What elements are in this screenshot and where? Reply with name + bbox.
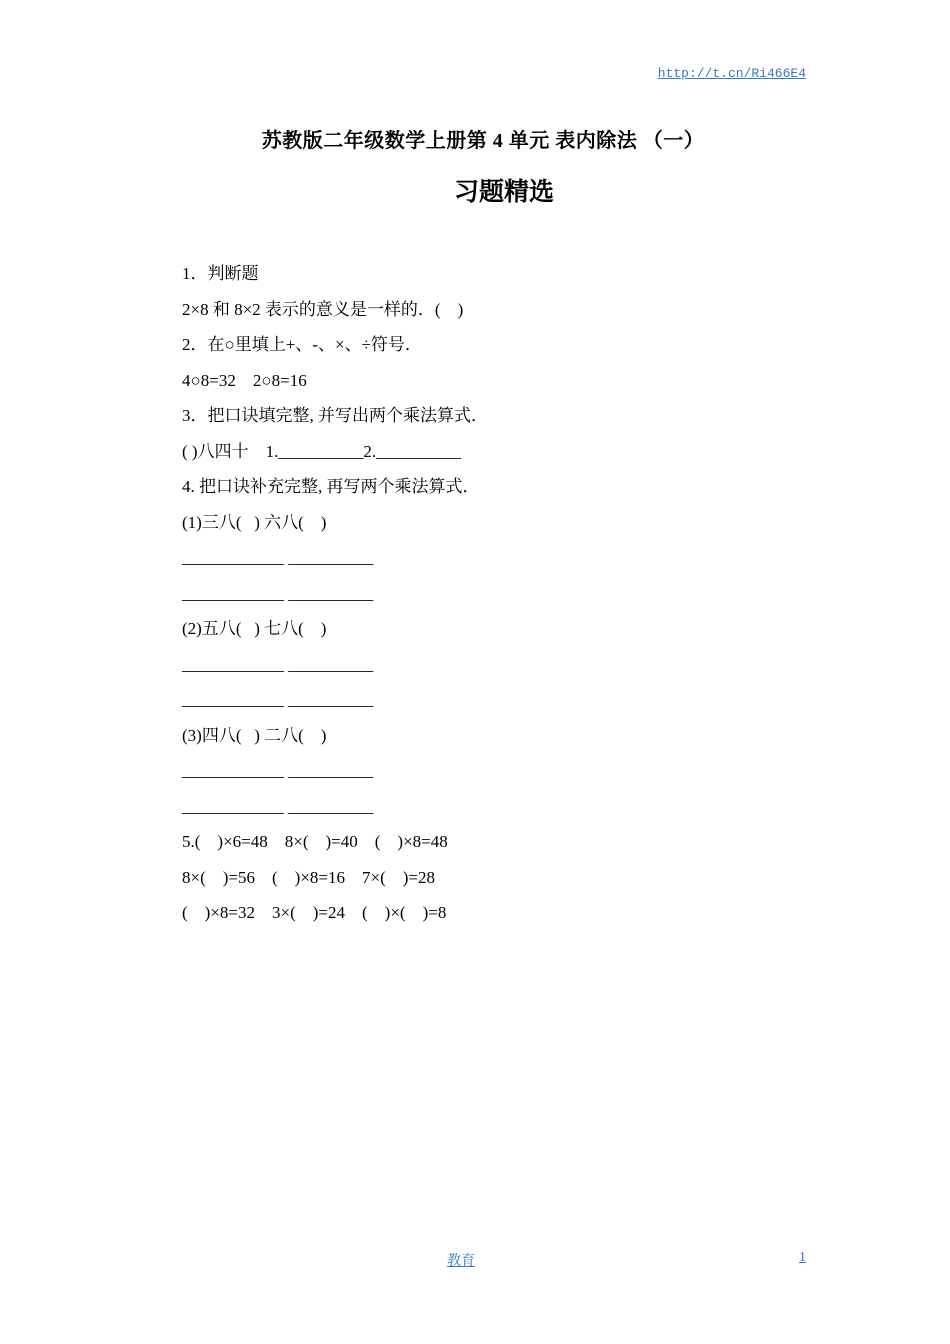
question-4-part-3: (3)四八( ) 二八( ) [182, 725, 327, 745]
answer-blank-line: ____________ __________ [182, 654, 374, 674]
header-link[interactable]: http://t.cn/Ri466E4 [657, 66, 806, 81]
document-title: 苏教版二年级数学上册第 4 单元 表内除法 （一） [261, 130, 705, 152]
exercise-content [182, 260, 822, 935]
document-subtitle: 习题精选 [453, 179, 554, 206]
footer-link[interactable]: 教育 [447, 1254, 475, 1269]
question-5-row-3: ( )×8=32 3×( )=24 ( )×( )=8 [182, 903, 447, 922]
answer-blank-line: ____________ __________ [182, 583, 374, 603]
question-1-heading: 1．判断题 [182, 264, 259, 283]
question-3-items: ( )八四十 1.__________2.__________ [182, 441, 462, 461]
question-3-heading: 3．把口诀填完整, 并写出两个乘法算式． [182, 406, 488, 425]
answer-blank-line: ____________ __________ [182, 690, 374, 709]
question-5-row-2: 8×( )=56 ( )×8=16 7×( )=28 [182, 867, 435, 887]
question-5-row-1: 5.( )×6=48 8×( )=40 ( )×8=48 [182, 832, 448, 851]
question-4-part-1: (1)三八( ) 六八( ) [182, 512, 327, 532]
question-2-heading: 2．在○里填上+、-、×、÷符号． [182, 335, 422, 354]
question-4-part-2: (2)五八( ) 七八( ) [182, 619, 327, 638]
question-2-items: 4○8=32 2○8=16 [182, 370, 307, 390]
answer-blank-line: ____________ __________ [182, 761, 374, 780]
page-number[interactable]: 1 [799, 1250, 806, 1265]
question-1-statement: 2×8 和 8×2 表示的意义是一样的．( ) [182, 299, 464, 319]
answer-blank-line: ____________ __________ [182, 548, 374, 567]
question-4-heading: 4. 把口诀补充完整, 再写两个乘法算式． [182, 477, 480, 496]
answer-blank-line: ____________ __________ [182, 796, 374, 816]
